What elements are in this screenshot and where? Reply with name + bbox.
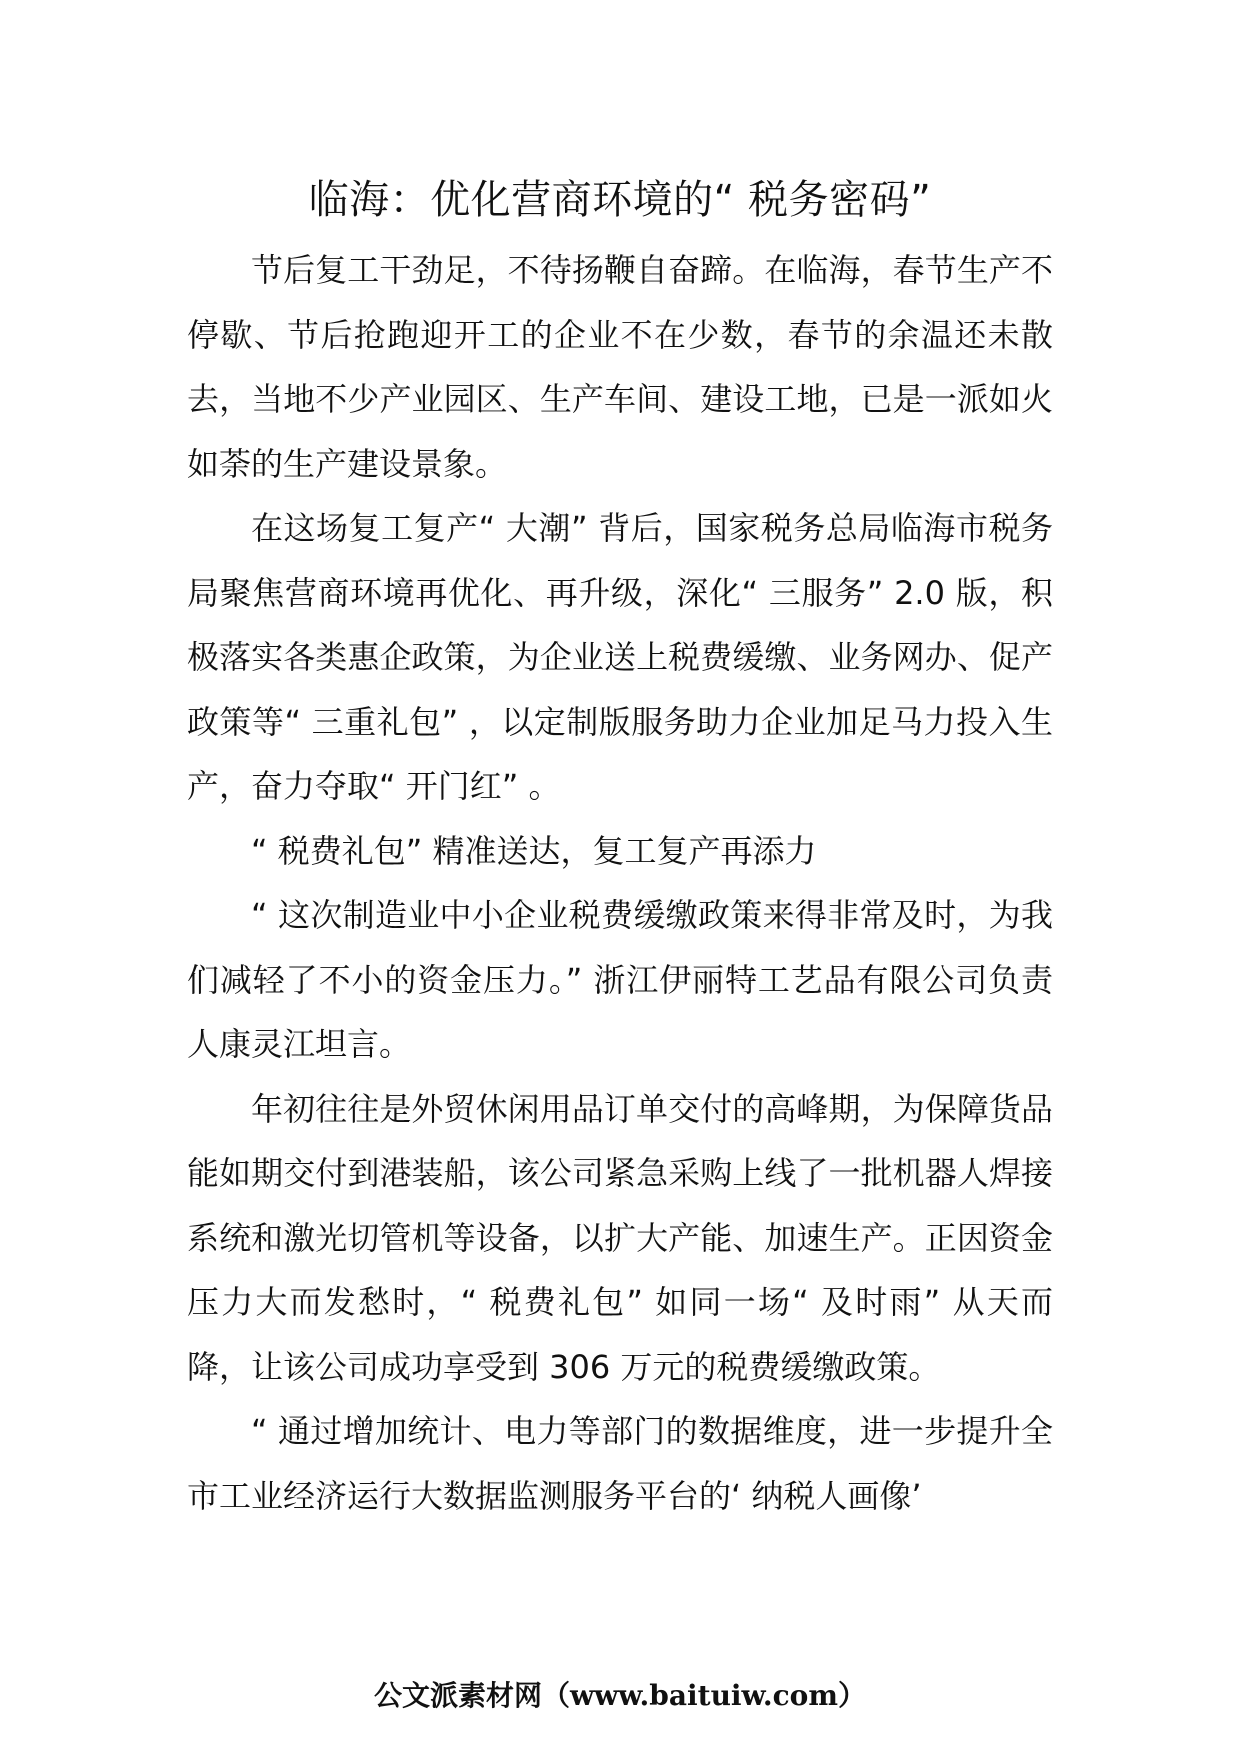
article-body xyxy=(187,238,1053,1528)
article-title: 临海：优化营商环境的“ 税务密码” xyxy=(308,177,932,223)
paragraph: “ 这次制造业中小企业税费缓缴政策来得非常及时，为我们减轻了不小的资金压力。” 浙江伊丽特工艺品有限公司负责人康灵江坦言。 xyxy=(187,896,1053,1063)
paragraph: “ 通过增加统计、电力等部门的数据维度，进一步提升全市工业经济运行大数据监测服务平台的‘ 纳税人画像’ xyxy=(187,1412,1053,1515)
page-footer: 公文派素材网（www.baituiw.com） xyxy=(374,1679,866,1712)
section-heading: “ 税费礼包” 精准送达，复工复产再添力 xyxy=(251,831,817,870)
paragraph: 年初往往是外贸休闲用品订单交付的高峰期，为保障货品能如期交付到港装船，该公司紧急采购上线了一批机器人焊接系统和激光切管机等设备，以扩大产能、加速生产。正因资金压力大而发愁时，“ 税费礼包” 如同一场“ 及时雨” 从天而降，让该公司成功享受到 306 万元的税费缓缴政策。 xyxy=(187,1089,1053,1386)
paragraph: 在这场复工复产“ 大潮” 背后，国家税务总局临海市税务局聚焦营商环境再优化、再升级，深化“ 三服务” 2.0 版，积极落实各类惠企政策，为企业送上税费缓缴、业务网办、促产政策等“ 三重礼包” ，以定制版服务助力企业加足马力投入生产，奋力夺取“ 开门红” 。 xyxy=(187,509,1053,805)
paragraph: 节后复工干劲足，不待扬鞭自奋蹄。在临海，春节生产不停歇、节后抢跑迎开工的企业不在少数，春节的余温还未散去，当地不少产业园区、生产车间、建设工地，已是一派如火如荼的生产建设景象。 xyxy=(187,251,1053,483)
